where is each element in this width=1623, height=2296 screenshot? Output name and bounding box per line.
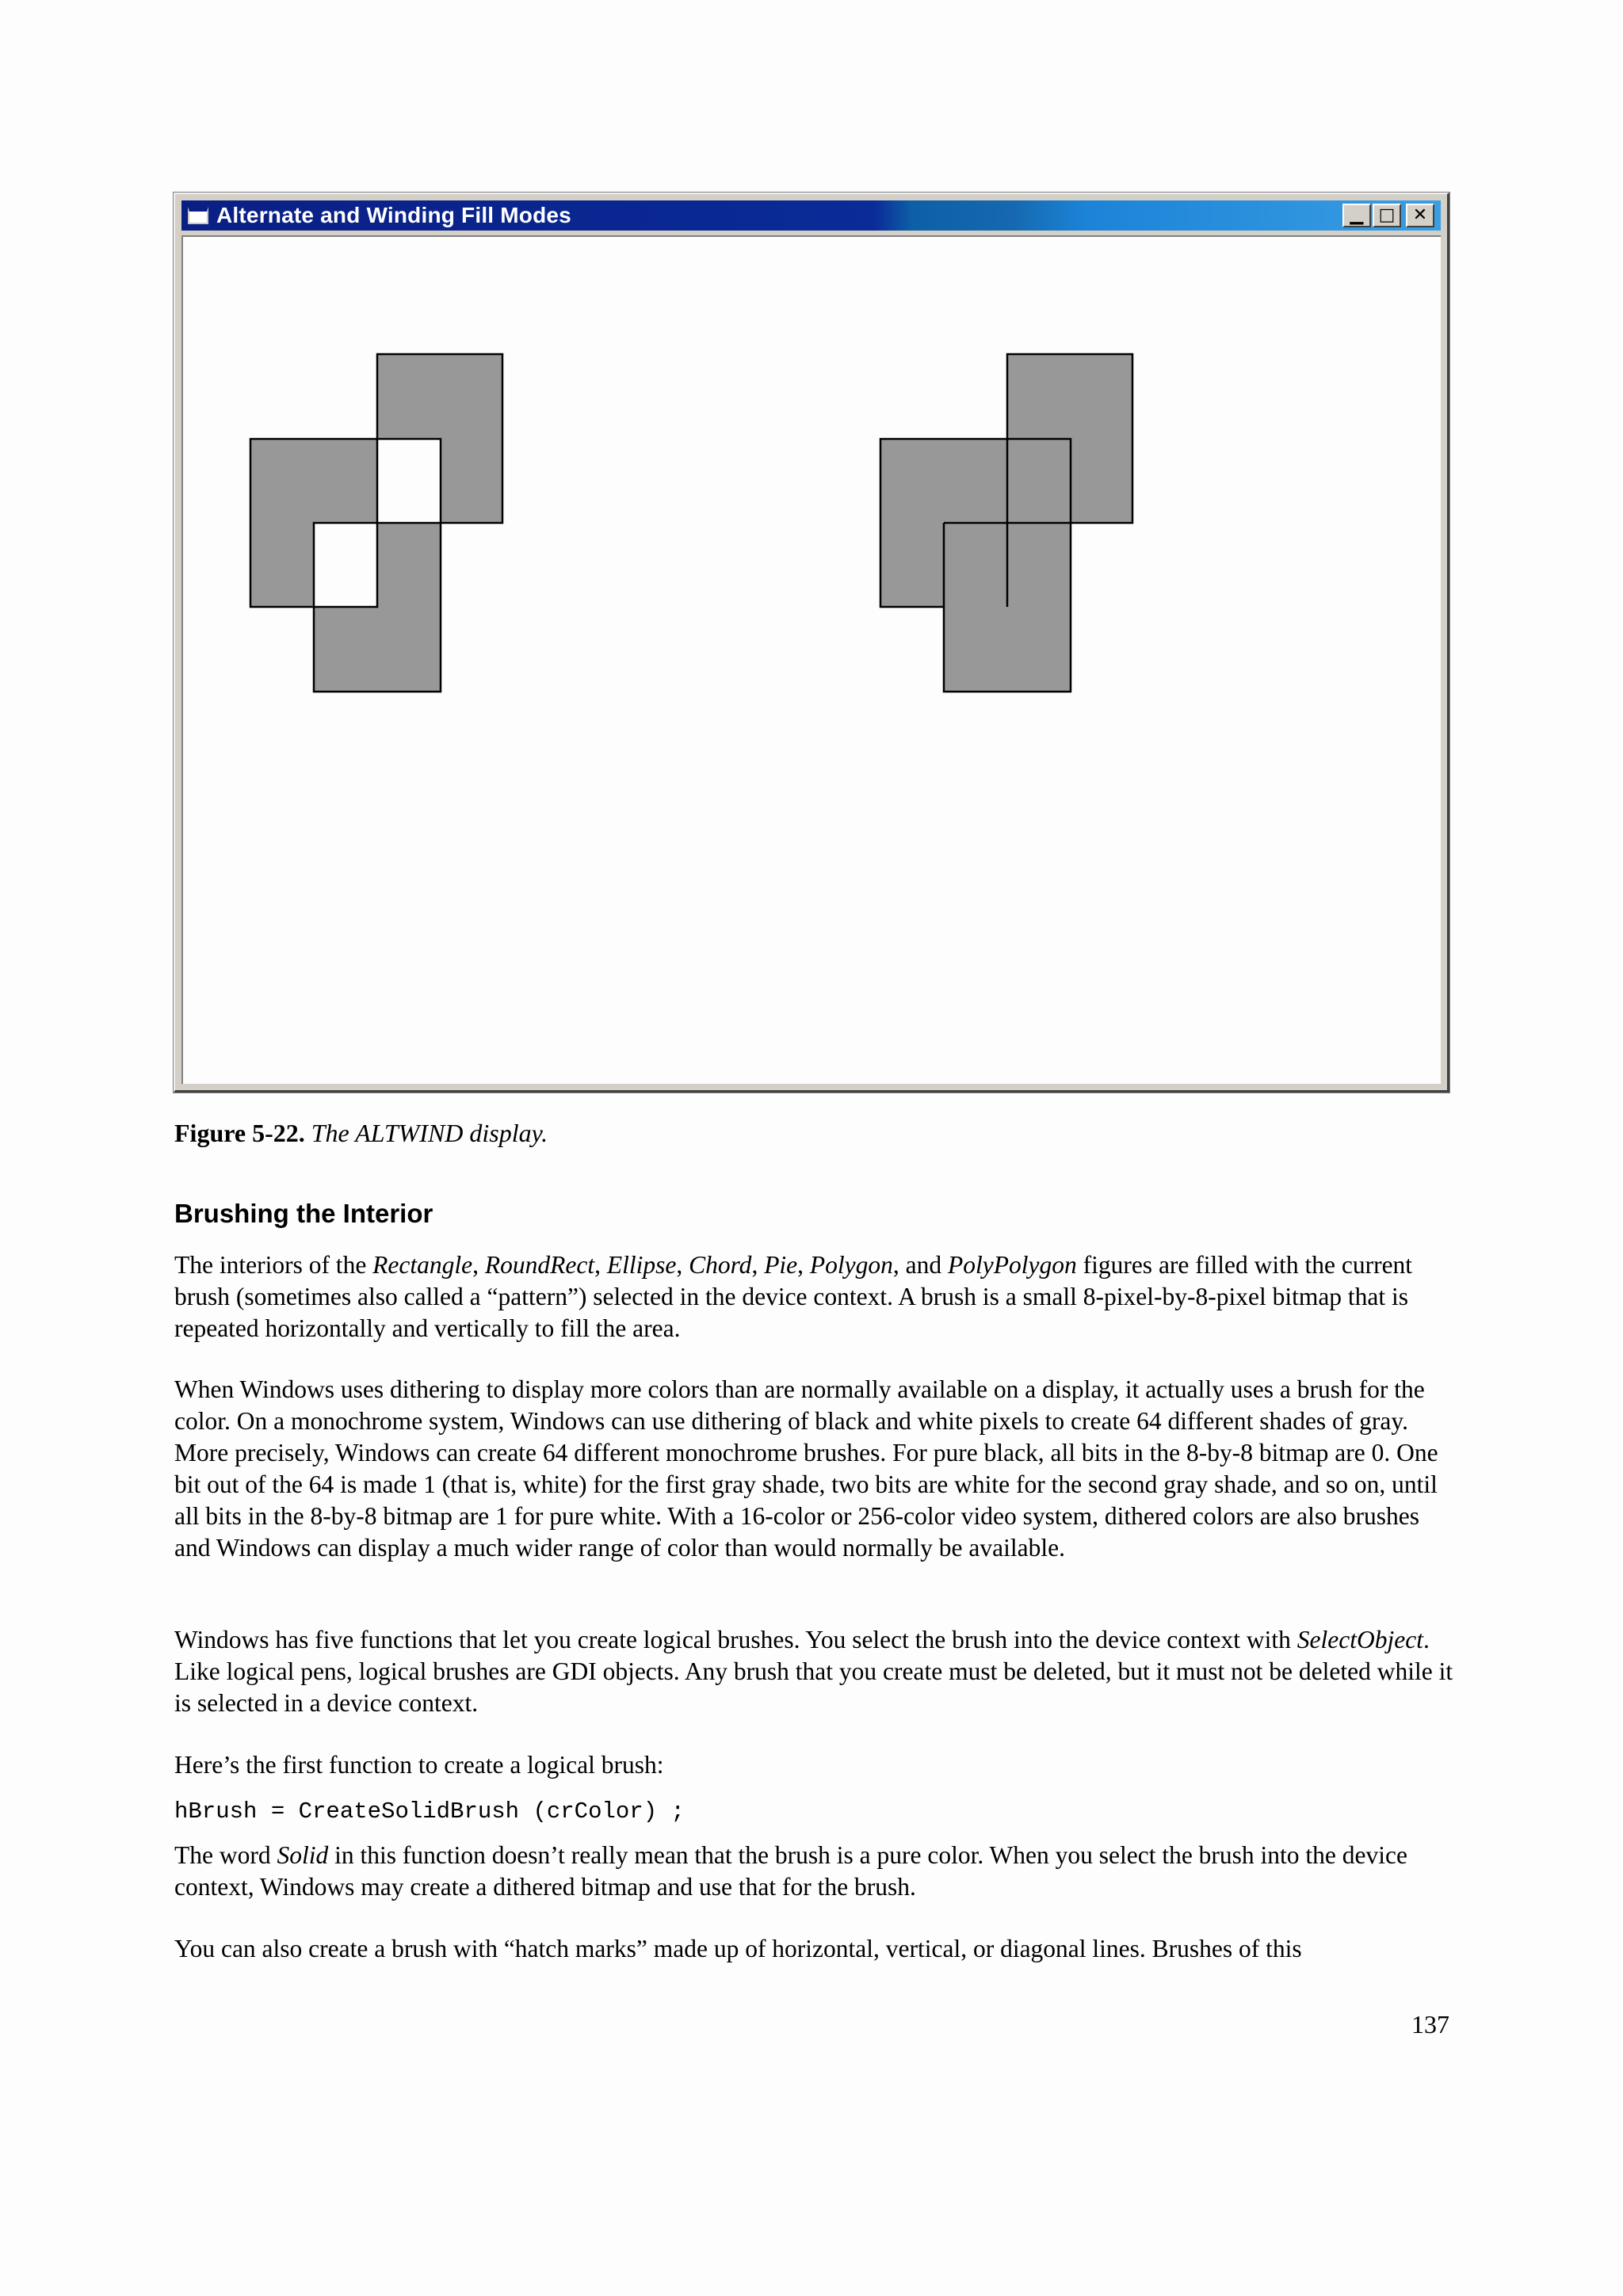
altwind-window bbox=[174, 193, 1449, 1093]
italic-term: Pie bbox=[764, 1251, 798, 1279]
caption-buttons bbox=[1342, 204, 1434, 227]
text-run: , bbox=[676, 1251, 689, 1279]
italic-term: Chord bbox=[689, 1251, 752, 1279]
minimize-button[interactable]: ▁ bbox=[1342, 204, 1371, 227]
paragraph-5 bbox=[174, 1840, 1454, 1903]
text-run: The interiors of the bbox=[174, 1251, 373, 1279]
paragraph-3 bbox=[174, 1624, 1454, 1719]
text-run: , bbox=[472, 1251, 485, 1279]
text-run: Here’s the first function to create a logical brush: bbox=[174, 1751, 664, 1779]
alternate-mode-figure bbox=[250, 354, 502, 692]
alternate-fill-shape bbox=[250, 354, 502, 692]
paragraph-1 bbox=[174, 1249, 1454, 1344]
text-run: The word bbox=[174, 1841, 277, 1869]
figure-label: Figure 5-22. bbox=[174, 1119, 305, 1147]
figure-caption bbox=[174, 1119, 548, 1148]
italic-term: Polygon bbox=[809, 1251, 893, 1279]
altwind-drawing bbox=[183, 237, 1434, 1075]
text-run: , bbox=[751, 1251, 765, 1279]
text-run: figures are filled with the current brush (sometimes also called a “pattern”) selected in the device context. A brush is a small 8-pixel-by-8-pixel bitmap that is repeated horizontally and vertically to fill the area. bbox=[174, 1251, 1413, 1342]
text-run: . Like logical pens, logical brushes are GDI objects. Any brush that you create must be deleted, but it must not be deleted while it is selected in a device context. bbox=[174, 1626, 1453, 1717]
text-run: When Windows uses dithering to display more colors than are normally available on a display, it actually uses a brush for the color. On a monochrome system, Windows can use dithering of black and white pixels to create 64 different shades of gray. More precisely, Windows can create 64 different monochrome brushes. For pure black, all bits in the 8-by-8 bitmap are 0. One bit out of the 64 is made 1 (that is, white) for the first gray shade, two bits are white for the second gray shade, and so on, until all bits in the 8-by-8 bitmap are 1 for pure white. With a 16-color or 256-color video system, dithered colors are also brushes and Windows can display a much wider range of color than would normally be available. bbox=[174, 1375, 1438, 1562]
close-button[interactable]: ✕ bbox=[1406, 204, 1434, 227]
italic-term: SelectObject bbox=[1296, 1626, 1423, 1653]
paragraph-4 bbox=[174, 1749, 1454, 1781]
window-app-icon[interactable] bbox=[188, 207, 208, 224]
window-title: Alternate and Winding Fill Modes bbox=[216, 203, 571, 227]
italic-term: RoundRect bbox=[484, 1251, 595, 1279]
page-number: 137 bbox=[1411, 2010, 1449, 2039]
winding-mode-figure bbox=[880, 354, 1132, 692]
window-client-area bbox=[181, 235, 1441, 1084]
text-run: Windows has five functions that let you create logical brushes. You select the brush into the device context with bbox=[174, 1626, 1297, 1653]
maximize-button[interactable]: □ bbox=[1373, 204, 1401, 227]
text-run: , bbox=[797, 1251, 810, 1279]
text-run: You can also create a brush with “hatch marks” made up of horizontal, vertical, or diagonal lines. Brushes of this bbox=[174, 1935, 1302, 1962]
paragraph-2 bbox=[174, 1374, 1454, 1564]
text-run: in this function doesn’t really mean that the brush is a pure color. When you select the brush into the device context, Windows may create a dithered bitmap and use that for the brush. bbox=[174, 1841, 1407, 1901]
text-run: , bbox=[594, 1251, 607, 1279]
figure-caption-text: The ALTWIND display. bbox=[311, 1119, 548, 1147]
paragraph-6 bbox=[174, 1933, 1454, 1965]
italic-term: Solid bbox=[277, 1841, 329, 1869]
code-line: hBrush = CreateSolidBrush (crColor) ; bbox=[174, 1798, 685, 1825]
italic-term: Ellipse bbox=[606, 1251, 677, 1279]
section-heading: Brushing the Interior bbox=[174, 1199, 433, 1228]
italic-term: Rectangle bbox=[372, 1251, 473, 1279]
italic-term: PolyPolygon bbox=[948, 1251, 1077, 1279]
text-run: , and bbox=[892, 1251, 949, 1279]
window-titlebar[interactable] bbox=[181, 200, 1441, 231]
